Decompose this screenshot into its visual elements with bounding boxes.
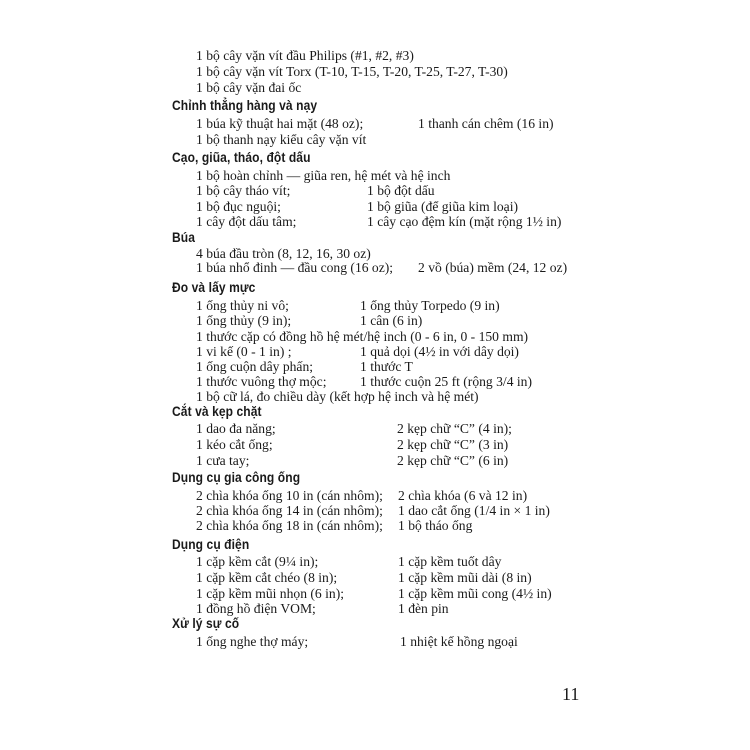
list-item-second-column: 1 bộ đột dấu (367, 183, 435, 198)
list-item-second-column: 1 dao cắt ống (1/4 in × 1 in) (398, 503, 550, 518)
list-item-second-column: 2 kẹp chữ “C” (3 in) (397, 437, 509, 452)
list-item: 1 bộ cây vặn đai ốc (196, 80, 302, 95)
list-item: 1 bộ cây vặn vít Torx (T-10, T-15, T-20, T-25, T-27, T-30) (196, 64, 508, 79)
list-item: 1 búa nhổ đinh — đầu cong (16 oz); (196, 260, 394, 275)
list-item-second-column: 1 bộ giũa (để giũa kim loại) (367, 199, 519, 214)
list-item-second-column: 2 vồ (búa) mềm (24, 12 oz) (418, 260, 568, 275)
page-number: 11 (562, 684, 580, 704)
list-item: 1 ống thủy (9 in); (196, 313, 292, 328)
list-item: 1 ống nghe thợ máy; (196, 634, 309, 649)
list-item-second-column: 1 quả dọi (4½ in với dây dọi) (360, 344, 519, 359)
list-item-second-column: 2 kẹp chữ “C” (6 in) (397, 453, 509, 468)
list-item-second-column: 1 thước cuộn 25 ft (rộng 3/4 in) (360, 374, 532, 389)
list-item-second-column: 1 thước T (360, 359, 413, 374)
list-item: 1 ống cuộn dây phấn; (196, 359, 314, 374)
section-heading: Cắt và kẹp chặt (172, 403, 262, 419)
list-item: 1 búa kỹ thuật hai mặt (48 oz); (196, 116, 364, 131)
list-item: 2 chìa khóa ống 14 in (cán nhôm); (196, 503, 383, 518)
section-heading: Búa (172, 229, 196, 245)
list-item: 1 kéo cắt ống; (196, 437, 273, 452)
list-item-second-column: 1 đèn pin (398, 601, 449, 616)
section-heading: Dụng cụ điện (172, 536, 250, 552)
list-item-second-column: 1 cặp kềm mũi cong (4½ in) (398, 586, 552, 601)
list-item-second-column: 1 thanh cán chêm (16 in) (418, 116, 554, 131)
section-heading: Chỉnh thẳng hàng và nạy (172, 97, 318, 113)
list-item-second-column: 2 kẹp chữ “C” (4 in); (397, 421, 512, 436)
list-item-second-column: 1 nhiệt kế hồng ngoại (400, 634, 518, 649)
list-item: 1 dao đa năng; (196, 421, 276, 436)
section-heading: Đo và lấy mực (172, 279, 256, 295)
list-item: 1 bộ cữ lá, đo chiều dày (kết hợp hệ inch và hệ mét) (196, 389, 479, 404)
list-item: 1 cặp kềm cắt (9¼ in); (196, 554, 319, 569)
section-heading: Xử lý sự cố (172, 615, 240, 631)
list-item: 1 cặp kềm cắt chéo (8 in); (196, 570, 338, 585)
list-item: 1 bộ cây tháo vít; (196, 183, 291, 198)
list-item: 1 cặp kềm mũi nhọn (6 in); (196, 586, 344, 601)
list-item-second-column: 1 cân (6 in) (360, 313, 423, 328)
section-heading: Dụng cụ gia công ống (172, 469, 301, 485)
list-item: 2 chìa khóa ống 10 in (cán nhôm); (196, 488, 383, 503)
list-item-second-column: 1 ống thủy Torpedo (9 in) (360, 298, 500, 313)
list-item: 1 vi kế (0 - 1 in) ; (196, 344, 292, 359)
list-item: 4 búa đầu tròn (8, 12, 16, 30 oz) (196, 246, 371, 261)
list-item-second-column: 1 cây cạo đệm kín (mặt rộng 1½ in) (367, 214, 562, 229)
list-item: 1 ống thủy ni vô; (196, 298, 289, 313)
list-item: 1 thước vuông thợ mộc; (196, 374, 327, 389)
list-item: 1 cưa tay; (196, 453, 250, 468)
list-item: 2 chìa khóa ống 18 in (cán nhôm); (196, 518, 383, 533)
list-item: 1 cây đột dấu tâm; (196, 214, 297, 229)
list-item: 1 bộ thanh nạy kiểu cây vặn vít (196, 132, 367, 147)
list-item: 1 bộ đục nguội; (196, 199, 281, 214)
list-item-second-column: 1 cặp kềm mũi dài (8 in) (398, 570, 532, 585)
list-item-second-column: 1 bộ tháo ống (398, 518, 473, 533)
list-item-second-column: 1 cặp kềm tuốt dây (398, 554, 502, 569)
list-item: 1 bộ cây vặn vít đầu Philips (#1, #2, #3) (196, 48, 414, 63)
section-heading: Cạo, giũa, tháo, đột dấu (172, 149, 311, 165)
list-item-second-column: 2 chìa khóa (6 và 12 in) (398, 488, 528, 503)
list-item: 1 thước cặp có đồng hồ hệ mét/hệ inch (0 - 6 in, 0 - 150 mm) (196, 329, 529, 344)
list-item: 1 đồng hồ điện VOM; (196, 601, 316, 616)
list-item: 1 bộ hoàn chỉnh — giũa ren, hệ mét và hệ inch (196, 168, 451, 183)
